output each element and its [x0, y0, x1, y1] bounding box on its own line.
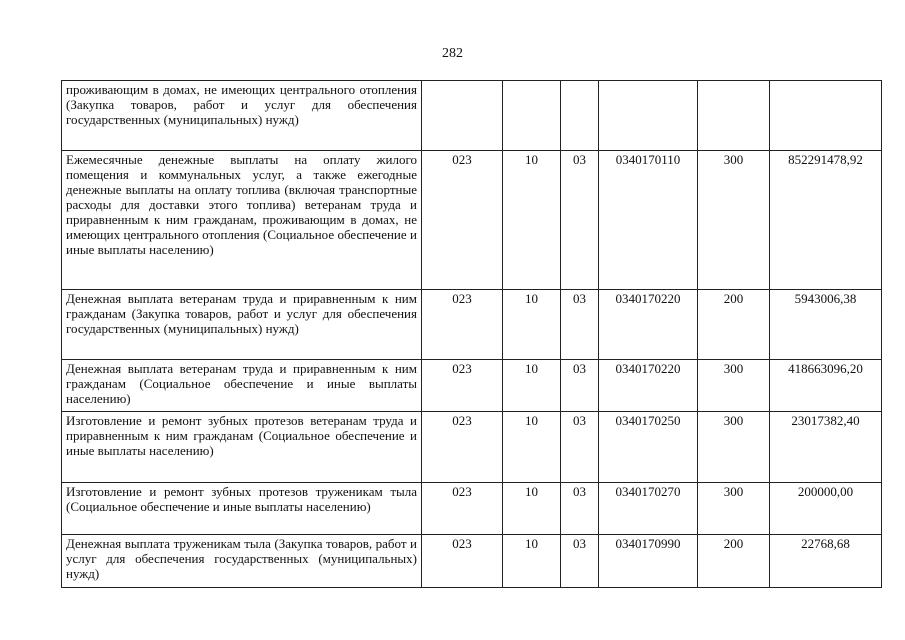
row-description: Изготовление и ремонт зубных протезов ветеранам труда и приравненным к ним гражданам (Социальное обеспечение и иные выплаты населению)	[62, 412, 422, 483]
row-section-code: 10	[503, 360, 561, 412]
table-row	[62, 483, 882, 535]
table-row	[62, 151, 882, 290]
row-amount: 418663096,20	[770, 360, 882, 412]
row-description: Денежная выплата труженикам тыла (Закупка товаров, работ и услуг для обеспечения государственных (муниципальных) нужд)	[62, 535, 422, 588]
row-target-article	[599, 81, 698, 151]
table-row	[62, 360, 882, 412]
row-section-code: 10	[503, 290, 561, 360]
row-ministry-code: 023	[422, 483, 503, 535]
row-subsection-code: 03	[561, 290, 599, 360]
row-target-article: 0340170250	[599, 412, 698, 483]
row-ministry-code: 023	[422, 535, 503, 588]
row-target-article: 0340170220	[599, 360, 698, 412]
table-row	[62, 290, 882, 360]
table-row	[62, 81, 882, 151]
row-ministry-code: 023	[422, 360, 503, 412]
row-description: Денежная выплата ветеранам труда и приравненным к ним гражданам (Социальное обеспечение и иные выплаты населению)	[62, 360, 422, 412]
row-subsection-code	[561, 81, 599, 151]
row-expense-type: 300	[698, 151, 770, 290]
row-amount: 5943006,38	[770, 290, 882, 360]
row-expense-type: 200	[698, 290, 770, 360]
row-target-article: 0340170220	[599, 290, 698, 360]
row-subsection-code: 03	[561, 535, 599, 588]
row-ministry-code: 023	[422, 412, 503, 483]
row-target-article: 0340170270	[599, 483, 698, 535]
row-expense-type	[698, 81, 770, 151]
row-expense-type: 300	[698, 412, 770, 483]
row-target-article: 0340170110	[599, 151, 698, 290]
row-amount: 22768,68	[770, 535, 882, 588]
table-row	[62, 535, 882, 588]
row-ministry-code	[422, 81, 503, 151]
budget-table	[61, 80, 882, 588]
row-ministry-code: 023	[422, 151, 503, 290]
row-section-code: 10	[503, 483, 561, 535]
row-subsection-code: 03	[561, 360, 599, 412]
row-target-article: 0340170990	[599, 535, 698, 588]
row-amount: 852291478,92	[770, 151, 882, 290]
row-section-code: 10	[503, 535, 561, 588]
row-section-code	[503, 81, 561, 151]
row-expense-type: 300	[698, 483, 770, 535]
row-amount	[770, 81, 882, 151]
row-ministry-code: 023	[422, 290, 503, 360]
row-description: проживающим в домах, не имеющих центрального отопления (Закупка товаров, работ и услуг для обеспечения государственных (муниципальных) нужд)	[62, 81, 422, 151]
row-subsection-code: 03	[561, 412, 599, 483]
row-subsection-code: 03	[561, 483, 599, 535]
row-amount: 200000,00	[770, 483, 882, 535]
row-section-code: 10	[503, 412, 561, 483]
table-row	[62, 412, 882, 483]
page-number: 282	[442, 46, 463, 61]
row-description: Денежная выплата ветеранам труда и приравненным к ним гражданам (Закупка товаров, работ и услуг для обеспечения государственных (муниципальных) нужд)	[62, 290, 422, 360]
row-expense-type: 300	[698, 360, 770, 412]
row-subsection-code: 03	[561, 151, 599, 290]
row-description: Ежемесячные денежные выплаты на оплату жилого помещения и коммунальных услуг, а также ежегодные денежные выплаты на оплату топлива (включая транспортные расходы для доставки этого топлива) ветеранам труда и приравненным к ним гражданам, проживающим в домах, не имеющих центрального отопления (Социальное обеспечение и иные выплаты населению)	[62, 151, 422, 290]
row-section-code: 10	[503, 151, 561, 290]
row-description: Изготовление и ремонт зубных протезов труженикам тыла (Социальное обеспечение и иные выплаты населению)	[62, 483, 422, 535]
row-expense-type: 200	[698, 535, 770, 588]
row-amount: 23017382,40	[770, 412, 882, 483]
